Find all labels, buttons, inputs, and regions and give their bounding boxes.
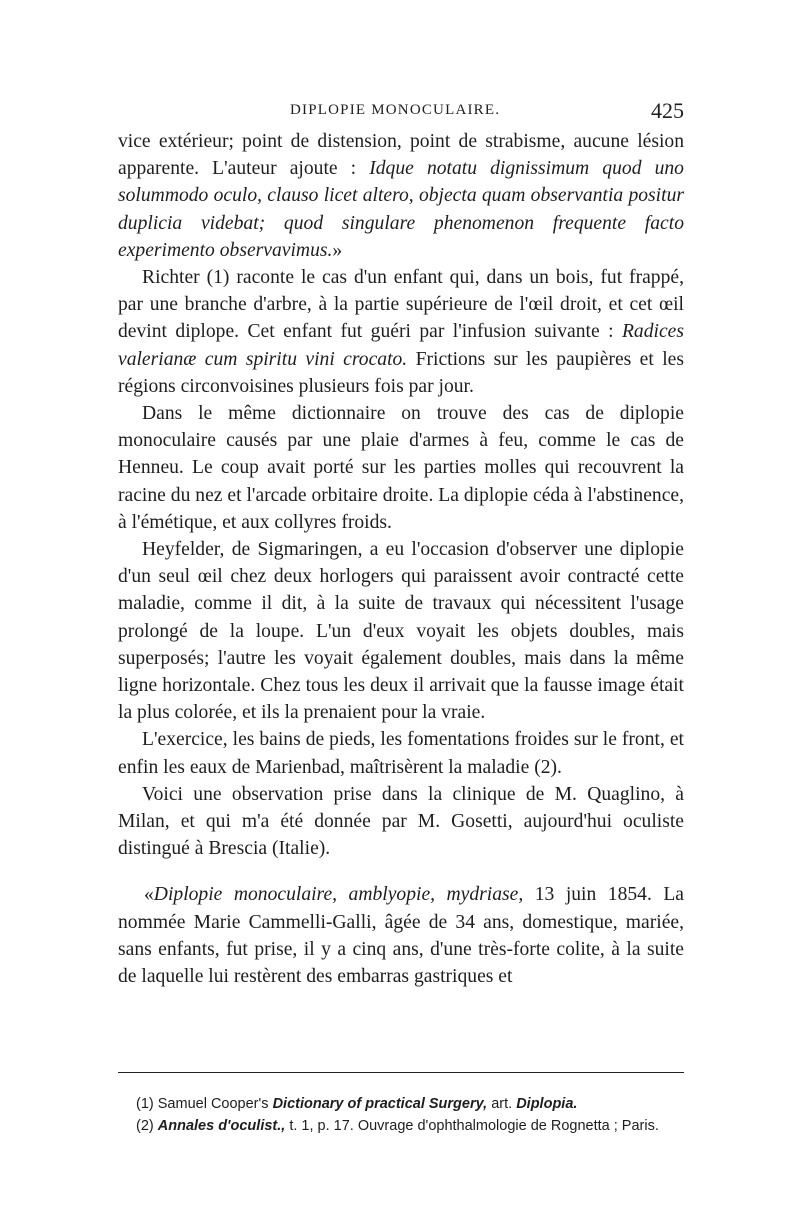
footnote-2-number: (2): [136, 1118, 154, 1134]
latin-quote: Idque notatu dignissimum quod uno solummodo oculo, clauso licet altero, objecta quam observantia positur duplicia videbat; quod singulare phenomenon frequente facto experimento observavimus.: [118, 158, 684, 261]
footnote-2: [118, 1115, 684, 1137]
observation-title: Diplopie monoculaire, amblyopie, mydriase,: [153, 884, 524, 906]
paragraph-4: Heyfelder, de Sigmaringen, a eu l'occasion d'observer une diplopie d'un seul œil chez deux horlogers qui paraissent avoir contracté cette maladie, comme il dit, à la suite de travaux qui nécessitent l'usage prolongé de la loupe. L'un d'eux voyait les objets doubles, mais superposés; l'autre les voyait également doubles, mais dans la même ligne horizontale. Chez tous les deux il arrivait que la fausse image était la plus colorée, et ils la prenaient pour la vraie.: [118, 539, 684, 724]
paragraph-3: Dans le même dictionnaire on trouve des cas de diplopie monoculaire causés par une plaie d'armes à feu, comme le cas de Henneu. Le coup avait porté sur les parties molles qui recouvrent la racine du nez et l'arcade orbitaire droite. La diplopie céda à l'abstinence, à l'émétique, et aux collyres froids.: [118, 403, 684, 533]
paragraph-1-text: vice extérieur; point de distension, point de strabisme, aucune lésion apparente. L'auteur ajoute :: [118, 131, 684, 180]
footnote-divider: [118, 1072, 684, 1073]
footnote-2-title: Annales d'oculist.,: [157, 1118, 286, 1134]
paragraph-6: Voici une observation prise dans la clinique de M. Quaglino, à Milan, et qui m'a été donnée par M. Gosetti, aujourd'hui oculiste distingué à Brescia (Italie).: [118, 783, 684, 860]
body-text: [118, 128, 684, 990]
quote-open: «: [144, 884, 154, 906]
footnote-1: [118, 1093, 684, 1115]
running-title: DIPLOPIE MONOCULAIRE.: [290, 102, 501, 118]
paragraph-1: [118, 128, 684, 264]
paragraph-2: [118, 264, 684, 400]
footnote-1-entry: Diplopia.: [516, 1096, 578, 1112]
paragraph-2-text: Richter (1) raconte le cas d'un enfant qui, dans un bois, fut frappé, par une branche d'arbre, à la partie supérieure de l'œil droit, et cet œil devint diplope. Cet enfant fut guéri par l'infusion suivante :: [118, 267, 684, 343]
page-header: [118, 98, 684, 126]
latin-remedy: Radices valerianæ cum spiritu vini crocato.: [118, 321, 684, 370]
paragraph-5: L'exercice, les bains de pieds, les fomentations froides sur le front, et enfin les eaux de Marienbad, maîtrisèrent la maladie (2).: [118, 729, 684, 778]
footnote-2-text: t. 1, p. 17. Ouvrage d'ophthalmologie de Rognetta ; Paris.: [285, 1118, 659, 1134]
footnote-1-title: Dictionary of practical Surgery,: [272, 1096, 488, 1112]
page-number: 425: [651, 98, 684, 123]
footnote-1-number: (1): [136, 1096, 154, 1112]
paragraph-7: [118, 881, 684, 990]
footnotes: [118, 1093, 684, 1137]
footnote-1-art: art.: [487, 1096, 517, 1112]
paragraph-2-text-end: Frictions sur les paupières et les régions circonvoisines plusieurs fois par jour.: [118, 348, 684, 397]
paragraph-7-text: 13 juin 1854. La nommée Marie Cammelli-Galli, âgée de 34 ans, domestique, mariée, sans enfants, fut prise, il y a cinq ans, d'une très-forte colite, à la suite de laquelle lui restèrent des embarras gastriques et: [118, 884, 684, 988]
quote-close: »: [332, 239, 343, 261]
footnote-1-text: Samuel Cooper's: [153, 1096, 273, 1112]
